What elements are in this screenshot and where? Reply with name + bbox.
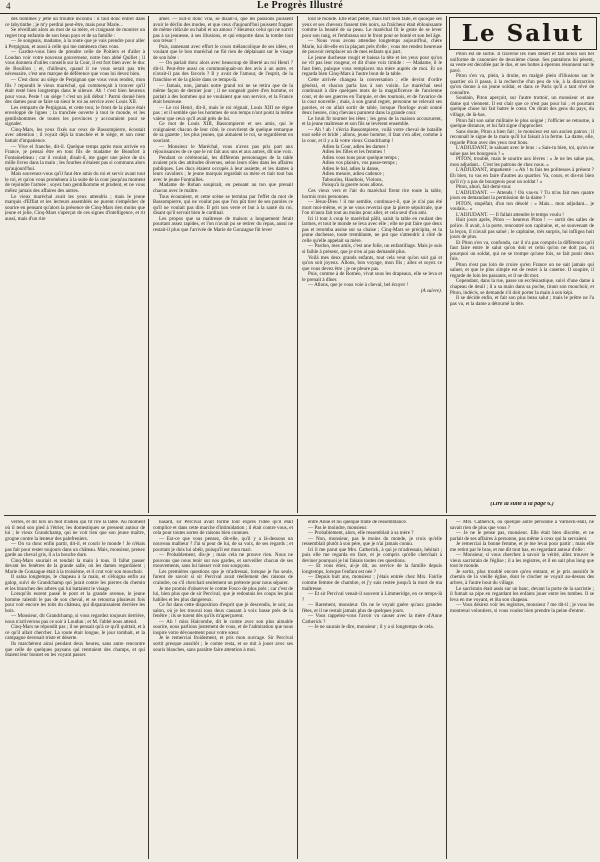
paragraph: L'ADJUDANT, le saluant avec le bras : « Sais-tu bien, toi, qu'on ne salue pas les bourgeois ? » (450, 145, 594, 157)
article-title-box (449, 17, 597, 50)
paragraph: Je le remerciai froidement, et pris mon ouvrage. Sir Percival sortit presque aussitôt ; le comte resta, et se mit à jouer avec ses souris blanches, sans paraître faire attention à moi. (153, 635, 293, 653)
paragraph: Sans doute, Piton a bien fait ; le monsieur est son ancien patron ; il reconnaît le signe de la main qu'il lui faisait à la ferme. La dame, elle, regarde Piton avec des yeux tout bons. (450, 128, 594, 146)
paragraph: Il se décide enfin, et fait son plus beau salut ; mais le prêtre ne l'a pas vu, et la dame a détourné la tête. (450, 295, 594, 307)
paragraph: Les propos que sa maîtresse de maison a longuement ferait pourtant assez rapides, et l'on n'avait pu se retirer du repas, aussi ne restait-il plus que l'arrivée de Marie de Gonzague fût lever (153, 215, 293, 233)
paragraph: Piton fait son salut militaire le plus soigné ; l'officier se retourne, à quelque distance, et lui fait signe d'approcher. (450, 117, 594, 130)
paragraph: — Je songeais, madame, à la route que je vais prendre pour aller à Perpignan, et aussi à celle qui me ramènera chez vous. (5, 38, 145, 50)
paragraph: Ces vieux vers et l'air du maréchal firent rire toute la table, hormis trois personnes. (302, 187, 442, 200)
paragraph: Madame de Rohan soupirait, en pensant au ton que prenait chacun avec le maître. (153, 182, 293, 194)
paragraph: Se réveillant alors au mot de sa mère, et craignant de montrer un regret trop enfantin de son beau pays et de sa famille : (5, 27, 145, 39)
paragraph: Adieu mesure, adieu cadence ; (322, 171, 385, 178)
paragraph: Pendant ce cérémonial, les différents personnages de la table avaient pris des attitudes diverses, selon leurs rôles dans les affaires publiques. Les ducs étaient occupés à leur assiette, et les dames à leurs cavaliers ; le jeune marquis regardait sa mère et riait tout bas avec le jeune Fontrailles. (153, 154, 293, 183)
paragraph: Je sortis, plus troublé encore qu'en entrant, et je pris aussitôt le chemin de la vieille église, dont le clocher se voyait au-dessus des arbres, à l'autre bout du village. (450, 568, 594, 587)
page-header (0, 0, 600, 14)
paragraph: tout le monde. Elle était petite, mais fort bien faite, et quoique ses yeux et ses cheveux fussent très noirs, sa fraîcheur était éblouissante comme la beauté de sa peau. Le maréchal fit le geste de se lever pour son rang, et l'embrassa sur le front pour se bonté et son bel âge. (302, 17, 442, 39)
paragraph: Piton n'est pas loin de croire qu'en France on ne sait jamais qui saluer, et que le plus simple est de rester à la caserne. Il soupire, il regarde de loin les passants, et il ne dit mot. (450, 261, 594, 279)
paragraph: — Pardon, mes amis, c'est une folie, un enfantillage. Mais je suis si faible à présent, que je n'en ai pas demandé plus. (302, 243, 442, 255)
masthead: Le Progrès Illustré (256, 0, 344, 11)
paragraph: — Probablement, alors, elle ressemblait à sa mère ? (308, 530, 414, 537)
column-rule (148, 519, 149, 859)
paragraph: des hommes y jette un trouble inconnu : il faut donc entrer dans ce labyrinthe ; je m'y perdrai peut-être, mais pour Marie... (5, 17, 145, 28)
paragraph: Cinq-Mars ne répondit pas ; il ne pensait qu'à ce qu'il quittait, et à ce qu'il allait chercher. La route était longue, le jour tombait, et la campagne devenait triste et déserte. (5, 624, 145, 642)
paragraph: — Vous rappelez-vous l'avoir vu causer avec la mère d'Anne Catherick ? (302, 613, 442, 625)
signature: (A suivre). (420, 287, 442, 294)
paragraph: Ce mot de Louis XIII, Bassompierre et ses amis, qui le craignaient chacun de leur côté, le couvrirent de quelque remarque de sa gazette ; les plus jeunes, qui aimaient le roi, se regardèrent en souriant. (153, 121, 293, 145)
paragraph: — On va donc enfin partir, dit-il, et courir le monde ! Je n'étais pas fait pour rester toujours dans un château. Mais, monsieur, prenez garde au cheval gris, il a la bouche dure. (5, 541, 145, 559)
paragraph: Lorsqu'ils eurent passé le pont et la grande avenue, le jeune homme ralentit le pas de son cheval, et se retourna plusieurs fois pour voir encore les toits du château, qui disparaissaient derrière les bois. (5, 591, 145, 614)
paragraph: Adieu vos plaisirs, vos passe-temps ; (322, 160, 398, 167)
paragraph: Le jeune duchesse rougit et baissa la tête et les yeux pour qu'on ne vît pas leur rougeur, et dit d'une voix timide : — Madame, il le faut bien, puisque vous remplacez ma mère auprès de moi. Et on regarda bien Cinq-Mars à l'autre bout de la table. (302, 54, 442, 78)
paragraph: L'ADJUDANT. — Il fallait attendre le temps voulu ! (456, 211, 564, 218)
paragraph: Cependant, dans la rue, passe un ecclésiastique, suivi d'une dame à chapeau de deuil ; il a sa main dans sa poche, tirant son mouchoir, et Piton, indécis, se demande s'il doit porter la main à son képi. (450, 278, 594, 296)
paragraph: Ici il me parut que Mrs. Catherick, à qui je m'adressais, hésitait ; puis elle me regarda en face, et je compris qu'elle cherchait à deviner pourquoi je lui faisais toutes ces questions. (302, 546, 442, 564)
paragraph: Adieu vous tous pour quelque temps ; (322, 154, 400, 161)
paragraph: Ce fut dans cette disposition d'esprit que je descendis, le soir, au salon, où je les trouvai tous deux causant à voix basse près de la fenêtre ; ils se turent dès qu'ils m'aperçurent. (153, 602, 293, 620)
paragraph: — Le roi Henri, dit-il, mais le roi régnait, Louis XIII ne règne pas ; et il semble que les hommes de son temps n'ont point la même valeur que ceux qu'il avait près de lui. (153, 104, 293, 122)
paragraph: Puis, comme à de Roméo, vivat sous les drapeaux, elle se leva et le prenait à dîner. (302, 271, 442, 283)
paragraph: — Nous vous avons attendue longtemps aujourd'hui, chère Marie, lui dit-elle en la plaçant près d'elle ; vous me rendez heureuse de pouvoir remplacer un de mes enfants qui part. (302, 38, 442, 56)
paragraph: Adieu les filles et les femmes ! (322, 149, 386, 156)
paragraph: L'ADJUDANT, impatienté : « Ah ! tu fais tes politesses à présent ? Eh bien, tu vas en faire d'autres au quartier. Va, cours, et dis-toi bien qu'il n'y a pas de bourgeois pour un soldat ! » (450, 167, 594, 185)
paragraph: Adieu le bal, adieu la danse, (322, 165, 380, 172)
paragraph: PITON, stupéfait, d'un ton désolé : « Mais... mon adjudant... je voulais... » (450, 200, 594, 213)
paragraph: Huit jours après, Piton — heureux Piton ! — sortit des salles de police. Il avait, à la porte, rencontré son capitaine, et, se souvenant de la leçon, il n'avait pas salué ; le capitaine, très surpris, lui infligea huit jours de plus. (450, 217, 594, 241)
paragraph: — Ah ! miss Halcombe, dit le comte avec son plus aimable sourire, nous parlions justement de vous, et de l'admiration que nous inspire votre dévouement pour votre sœur. (153, 618, 293, 636)
paragraph: PITON, troublé, mais le sourire aux lèvres : « Je ne les salue pas, mon adjudant... C'est les patrons de chez nous. » (450, 156, 594, 168)
paragraph: Cinq-Mars souriait et tendait la main à tous. Il fallut passer devant les fenêtres de la grande salle, où les dames regardaient ; Marie de Gonzague était à la troisième, et il crut voir son mouchoir. (5, 557, 145, 575)
text-column-6 (153, 520, 293, 858)
paragraph: Puis, ramenant avec effort le cours mélancolique de ses idées, et voulant que le bon maréchal ne fût rien de déplaisant sur le visage de son hôte : (153, 43, 293, 61)
paragraph: Le sacristain était assis sur un banc, devant la porte de la sacristie ; il fumait sa pipe en regardant les enfants jouer entre les tombes. Il se leva en me voyant, et ôta son chapeau. (450, 585, 594, 603)
paragraph: — Gardez-vous bien de prendre celle de Poitiers et d'aller à Loudun voir votre nouveau gouverneur, notre bon abbé Quillet ; il vous donnera d'utiles conseils sur la Cour, il est fort bien avec le duc de Bouillon ; et, d'ailleurs, quand il ne vous serait pas très nécessaire, c'est une marque de déférence que vous lui devez bien. (5, 49, 145, 78)
continued-label: (Lire la suite à la page 6.) (490, 502, 554, 507)
text-column-5 (5, 520, 145, 858)
paragraph: — Depuis huit ans, monsieur ; j'étais entrée chez Mrs. Fairlie comme femme de chambre, et j'y suis restée jusqu'à la mort de ma maîtresse. (302, 574, 442, 592)
text-column-3 (302, 17, 442, 512)
paragraph: Le vieux maréchal avait les yeux attendris ; mais le jeune marquis d'Effiat et les lecteurs assemblés ne purent s'empêcher de sourire en pensant qu'alors la présence de Cinq-Mars rien moins que jeune et jolie, Cinq-Mars s'aperçut de ces signes d'intelligence, et rit aussi, mais d'un rire (5, 193, 145, 222)
text-column-8 (450, 520, 594, 858)
text-column-7 (302, 520, 442, 858)
paragraph: Cinq-Mars, les yeux fixés sur ceux de Bassompierre, écoutait avec attention ; il voyait déjà la tranchée et le siège, et son cœur battait d'impatience. (5, 126, 145, 145)
paragraph: entre Anne et lui quelque traite de ressemblance. (308, 520, 408, 525)
column-rule (297, 519, 298, 859)
paragraph: amer. — Eut-il donc vrai, se disait-il, que les passions puissent avoir le déclin des modes, et que ceux d'aujourd'hui puissent frapper de même ridicule ou habit et un amour ? Heureux celui qui ne survit pas à sa jeunesse, à ses illusions, et qui emporte dans la tombe tout son trésor ! (153, 17, 293, 45)
paragraph: Je me promis d'observer le comte Fosco de plus près ; car c'est de lui, bien plus que de sir Percival, que je redoutais les coups les plus habiles et les plus dangereux. (153, 585, 293, 603)
paragraph: Tous écoutaient, et cette scène se termina par l'effet du mot de Bassompierre, qui ne voulut pas que l'on pût tirer de ses paroles ce qu'il ne voulait pas dire. Il prit son verre et but à la santé du roi, disant qu'il servait bien le cardinal. (153, 193, 293, 217)
paragraph: — Mrs. Catherick, ou quelque autre personne à Varneck-Hall, ne savait rien de plus que vous ? (450, 520, 594, 531)
paragraph: — Et sir Percival venait-il souvent à Limmeridge, en ce temps-là ? (302, 591, 442, 603)
paragraph: — Monsieur, dit Grandchamp, si vous regardez toujours derrière, nous n'arriverons pas ce soir à Loudun ; et M. l'abbé nous attend. (5, 613, 145, 625)
paragraph: — Je ne saurais le dire, monsieur ; il y a si longtemps de cela. (308, 624, 434, 631)
paragraph: Les premières questions que je m'adressai, lorsque je fus seule, furent de savoir si sir Percival avait réellement des raisons de craindre, ou s'il cherchait seulement un prétexte pour nous séparer. (153, 568, 293, 587)
paragraph: — C'est donc au siège de Perpignan que vous vous rendez, mon fils ? repondit le vieux maréchal, qui commençait à trouver qu'il était resté bien longtemps dans le silence. Ah ! c'est bien heureux pour vous. Peste ! un siège ! c'est un joli début ! Parmi donné bien des dames pour se faire un sieur le roi au service avec Louis XII. (5, 77, 145, 106)
paragraph: — Pas le moindre, monsieur. (308, 524, 368, 531)
paragraph: — Monsieur, si vous cherchez à savoir la vérité, allez trouver le vieux sacristain de l'église ; il a les registres, et il en sait plus long que tout le monde. (450, 552, 594, 570)
paragraph: Voilà mes deux grands enfants, tout cela veut qu'on soit gai et qu'on soit joyeux. Allons, bon voyage, mon fils ; allez et soyez ce que vous devez être ; je ne pleure pas. (302, 254, 442, 272)
paragraph: — Et vous étiez, ai-je dit, au service de la famille depuis longtemps, lorsque l'enfant est née ? (302, 563, 442, 575)
paragraph: Puisqu'à la guerre nous allons. (322, 182, 384, 189)
paragraph: Tabourins, Hautbois, Violons, (322, 176, 383, 183)
article-title: Le Salut (461, 20, 585, 47)
paragraph: — Est-ce que vous pensez, dit-elle, qu'il y a là-dessous un nouveau malheur ? J'ai si peur de lui, de sa voix, de ses regards ; et pourtant je dois lui obéir, puisqu'il est mon mari. (153, 535, 293, 553)
section-divider (4, 515, 596, 516)
paragraph: — On parlait donc alors avec beaucoup de liberté au roi Henri ? dit-il. Peut-être aussi on communiquait-on des avis à un autre, et n'avait-il pas des favoris ? Il y avait de l'amour, de l'esprit, de la franchise et de la gloire dans ce temps-là. (153, 60, 293, 84)
paragraph: Piton est de sortie. Il traverse les rues désert et fait selon son bel uniforme de canonnier de deuxième classe. Ses pantalons lui pèsent, sa veste est décollée par le dos, et ses bottes à éperons résonnent sur le pavé. (450, 52, 594, 74)
text-column-4 (450, 52, 594, 500)
paragraph: — Probablement, dis-je ; mais cela ne prouve rien. Nous ne pouvons que nous tenir sur nos gardes, et surveiller chacun de ses mouvements, sans lui laisser voir nos soupçons. (153, 552, 293, 570)
column-rule (446, 519, 447, 859)
paragraph: — Allons, que je vous voie à cheval, bel écuyer ! (308, 282, 409, 289)
column-rule (446, 16, 447, 513)
paragraph: — Vive el franche, dit-il. Quelque temps après mon arrivée en France, je pensai être en tout fils de madame de Beaufort à Fontainebleau ; car il voulait, disait-il, me gager une pièce de six mille livres dans la main ; les fourbes n'étaient pas si communs alors qu'aujourd'hui. (5, 143, 145, 172)
paragraph: Il salua longtemps, le chapeau à la main, et s'éloigna enfin au galop, suivi de Grandchamp qui jurait contre les pierres du chemin et les branches des arbres qui lui battaient le visage. (5, 574, 145, 592)
continued-note (450, 502, 594, 512)
paragraph: — Vous désirez voir les registres, monsieur ? me dit-il ; je vous les montrerai volontiers, si vous voulez bien prendre la peine d'entrer. (450, 602, 594, 614)
paragraph: — Je ne le pense pas, monsieur. Elle était bien discrète, et ne parlait de ses affaires à personne, pas même à ceux qui la servaient. (450, 530, 594, 542)
text-column-2 (153, 17, 293, 512)
paragraph: Ici il tout à coup le maréchal pâlit, saisit la table en roulant des larmes, et tout le monde se leva avec elle ; elle ne put faire que deux pas et retomba assise sur sa chaise ; Cinq-Mars se précipita, et la jeune duchesse, toute tremblante, ne put que s'attendrir à côté de celle qu'elle appelait sa mère. (302, 215, 442, 244)
paragraph: — Non, monsieur, pas le moins du monde, je crois qu'elle ressemblait plutôt à son père, que je n'ai jamais connu. (302, 535, 442, 548)
paragraph: — Jésus-Dieu ! il me semble, continua-t-il, que je n'ai pas été mort moi-même, et je ne vous reverrai que la pierre sépulcrale, que l'on m'aura fait tout au moins pour aller, et cela seul d'un ami. (302, 199, 442, 217)
paragraph: Mais souvenez-vous qu'il faut être amis du roi et servir avant tout le roi, et qu'on vous promènera à la suite de la cour jusqu'au moment de rejoindre l'armée ; soyez bon gentilhomme et prudent, et ne vous mêlez jamais des affaires des autres. (5, 171, 145, 194)
page-number: 4 (6, 1, 11, 11)
paragraph: L'ADJUDANT. — Attends ! Où vas-tu ? Tu m'as fait mes quatre jours en demandant la permission de la dame ? (450, 189, 594, 202)
paragraph: Je remerciai la bonne femme, et je me levai pour partir ; mais elle me retint par le bras, et me dit tout bas, en regardant autour d'elle : (450, 541, 594, 553)
paragraph: — Ah ! ah ! s'écria Bassompierre, voilà votre cheval de bataille tout sellé et bridé ; allons, jeune homme, il faut s'en aller, comme à la cour, et il y a là votre vieux Grandchamp ! (302, 126, 442, 145)
paragraph: Piton s'en va, plein, à droite, en malgré plein d'illusions sur le quartier où il passe, à la recherche d'un peu de vie, à la distraction qu'on donne à un jeune soldat, et dans ce Paris qu'il a tant rêvé de connaître. (450, 73, 594, 96)
paragraph: verres, et dit lors un mot d'adieu qui fit rire la table. Au moment où il tend son pied à l'étrier, les domestiques se pressent autour de lui ; le vieux Grandchamp, qui ne voit rien que son jeune maître, grogne contre la lenteur des palefreniers. (5, 520, 145, 542)
paragraph: Piton, ahuri, fait demi-tour. (456, 184, 512, 191)
paragraph: Le bruit fit tourner les têtes ; les gens de la maison accoururent, et la jeune maîtresse et son fils se levèrent ensemble. (302, 115, 442, 128)
paragraph: — Rarement, monsieur. On ne le voyait guère qu'aux grandes fêtes, et il ne restait jamais plus de quelques jours. (302, 602, 442, 614)
paragraph: Soudain, Piton aperçoit, sur l'autre trottoir, un monsieur et une dame qui viennent. Il est clair que ce n'est pas pour lui ; et pourtant quelque chose lui fait battre le cœur. On dirait des gens du pays, du village, de là-bas. (450, 95, 594, 119)
paragraph: Adieu la Cour, adieu les dames ! (322, 143, 389, 150)
column-rule (148, 16, 149, 513)
paragraph: Et Piton s'en va, confondu, car il n'a pas compris la différence qu'il faut faire entre le salut qu'on doit et celui qu'on ne doit pas, ni pourquoi un soldat, qui ne se trompe qu'une fois, se fait punir deux fois. (450, 239, 594, 263)
paragraph: hasard, sir Percival avait formé tout exprès l'idée qu'il était complice et dans cette marche d'intimidation ; il était contre vous, et cela pour toutes sortes de raisons bien connues. (153, 520, 293, 537)
paragraph: — Jamais, non, jamais notre grand roi ne se retira que de la même façon de dernier jour ; il ne songeait guère d'en homme, et parlait à des hommes qui ne voulaient que son service, et la France était heureuse. (153, 82, 293, 106)
paragraph: Les remparts de Perpignan, et cette tour, le front de la place était enveloppé de lignes ; la tranchée ouverte à tout le monde, et les gentilshommes de toutes les provinces y accouraient pour se signaler. (5, 104, 145, 128)
paragraph: Cette arrivée changea la conversation ; elle devint d'ordre général, et chacun parla bas à son voisin. Le maréchal seul continuait à dire quelques mots de la magnificence de l'ancienne cour, et de ses guerres en Turquie, et des tournois, et de l'avarice de la cour nouvelle ; mais, à son grand regret, personne ne relevait ses paroles, et on allait sortir de table, lorsque l'horloge avait sonné deux heures, cinq chevaux parurent dans la grande cour. (302, 77, 442, 117)
text-column-1 (5, 17, 145, 512)
paragraph: Ils marchèrent ainsi pendant deux heures, sans autre rencontre que celle de quelques paysans qui rentraient des champs, et qui ôtaient leur bonnet en les voyant passer. (5, 641, 145, 659)
paragraph: — Monsieur le Maréchal, vous n'avez pas pris part aux réjouissances de ce que le roi fait aux uns et aux autres, dit une voix. (153, 143, 293, 156)
column-rule (297, 16, 298, 513)
